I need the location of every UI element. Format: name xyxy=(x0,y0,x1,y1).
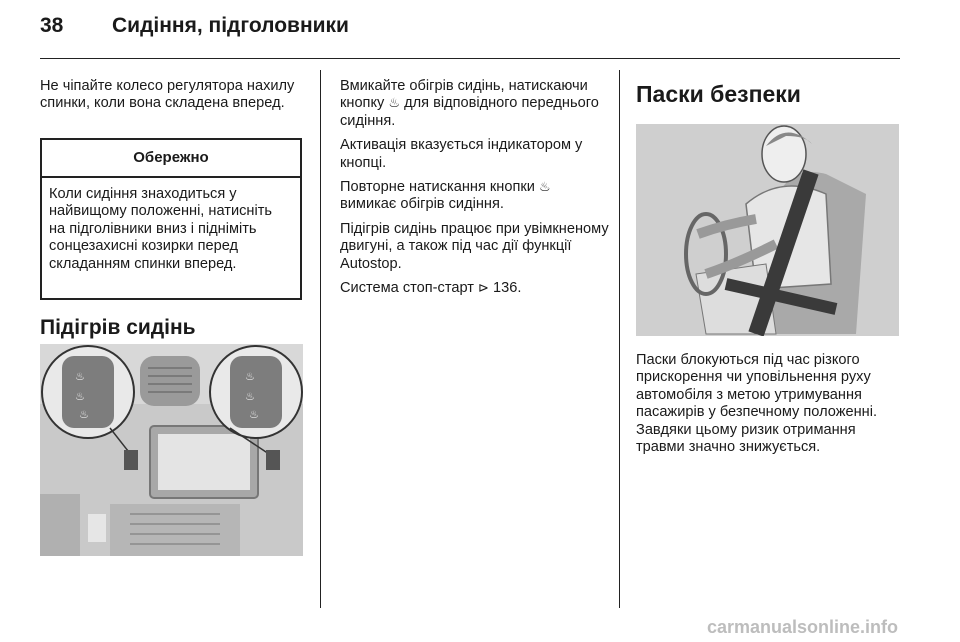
indicator-note: Активація вказується індикатором у кнопці. xyxy=(340,137,583,171)
arrow-icon: ⊳ xyxy=(478,281,489,297)
seat-tilt-note: Не чіпайте колесо регулятора нахилу спинки, коли вона складена вперед. xyxy=(40,78,295,112)
heated-seat-buttons-illustration xyxy=(40,344,303,556)
heat-off-instruction: Повторне натискання кнопки ♨ вимикає обігрів сидіння. xyxy=(340,179,551,213)
column-divider-1 xyxy=(320,70,321,608)
stop-start-reference: Система стоп-старт ⊳ 136. xyxy=(340,280,522,297)
page-title: Сидіння, підголовники xyxy=(112,14,349,37)
seat-belt-illustration xyxy=(636,124,899,336)
seat-heat-icon: ♨ xyxy=(538,180,551,196)
heat-on-instruction: Вмикайте обігрів сидінь, натискаючи кнопку ♨ для відповідного переднього сидіння. xyxy=(340,78,599,129)
page-number: 38 xyxy=(40,14,64,37)
seat-belts-description: Паски блокуються під час різкого прискорення чи уповільнення руху автомобіля з метою утримування пасажирів у безпечному положенні. Завдяки цьому ризик отримання травми значно знижується. xyxy=(636,352,878,456)
warning-body: Коли сидіння знаходиться у найвищому положенні, натисніть на підголівники вниз і підніміть сонцезахисні козирки перед складанням спинки вперед. xyxy=(49,186,272,272)
page-header xyxy=(40,14,349,38)
column-1 xyxy=(40,78,310,120)
svg-text:♨: ♨ xyxy=(249,408,259,421)
watermark: carmanualsonline.info xyxy=(706,617,898,637)
page-reference-link[interactable]: 136. xyxy=(492,280,522,297)
svg-text:♨: ♨ xyxy=(75,370,85,383)
seat-heat-icon: ♨ xyxy=(388,96,401,112)
column-2 xyxy=(340,78,610,304)
svg-text:♨: ♨ xyxy=(79,408,89,421)
warning-title: Обережно xyxy=(42,140,300,178)
column-divider-2 xyxy=(619,70,620,608)
svg-text:♨: ♨ xyxy=(245,390,255,403)
engine-note: Підігрів сидінь працює при увімкненому двигуні, а також під час дії функції Autostop. xyxy=(340,220,609,272)
heated-seats-heading: Підігрів сидінь xyxy=(40,316,196,339)
svg-text:♨: ♨ xyxy=(245,370,255,383)
seat-belts-heading: Паски безпеки xyxy=(636,81,801,107)
svg-text:♨: ♨ xyxy=(75,390,85,403)
warning-box xyxy=(40,138,302,300)
header-divider xyxy=(40,58,900,59)
